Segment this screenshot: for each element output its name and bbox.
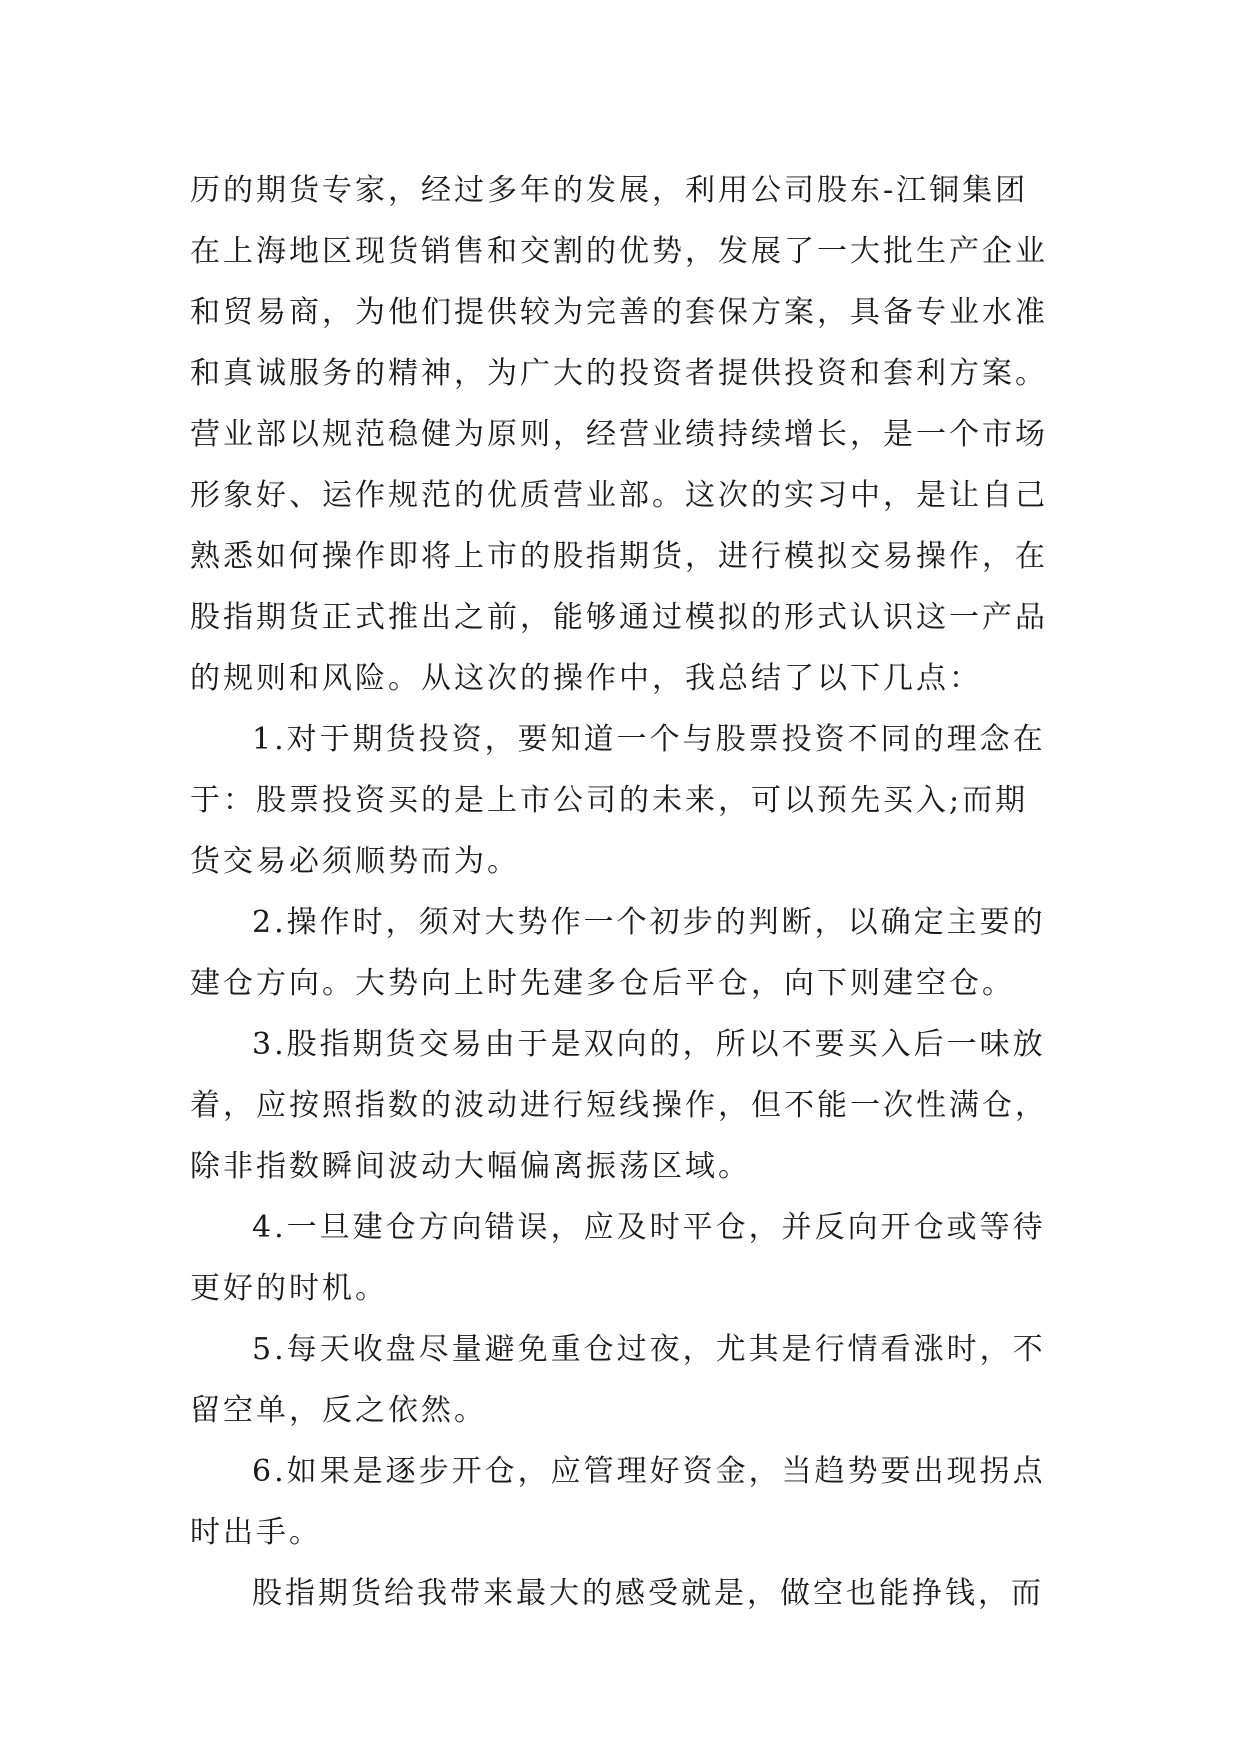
text-line: 5.每天收盘尽量避免重仓过夜，尤其是行情看涨时，不 [252, 1332, 1046, 1367]
text-line: 时出手。 [190, 1515, 322, 1550]
text-line: 建仓方向。大势向上时先建多仓后平仓，向下则建空仓。 [190, 966, 1015, 1001]
text-line: 股指期货正式推出之前，能够通过模拟的形式认识这一产品 [190, 600, 1048, 635]
text-line: 和真诚服务的精神，为广大的投资者提供投资和套利方案。 [190, 356, 1048, 391]
text-line: 留空单，反之依然。 [190, 1393, 487, 1428]
paragraph-point-3 [190, 1014, 1052, 1197]
text-line: 和贸易商，为他们提供较为完善的套保方案，具备专业水准 [190, 295, 1048, 330]
text-line: 着，应按照指数的波动进行短线操作，但不能一次性满仓， [190, 1088, 1048, 1123]
document-body [190, 160, 1052, 1624]
text-line: 历的期货专家，经过多年的发展，利用公司股东-江铜集团 [190, 173, 1029, 208]
text-line: 的规则和风险。从这次的操作中，我总结了以下几点： [190, 661, 982, 696]
text-line: 1.对于期货投资，要知道一个与股票投资不同的理念在 [252, 722, 1046, 757]
text-line: 6.如果是逐步开仓，应管理好资金，当趋势要出现拐点 [252, 1454, 1046, 1489]
text-line: 熟悉如何操作即将上市的股指期货，进行模拟交易操作，在 [190, 539, 1048, 574]
text-line: 2.操作时，须对大势作一个初步的判断，以确定主要的 [252, 905, 1046, 940]
paragraph-intro [190, 160, 1052, 709]
paragraph-point-6 [190, 1441, 1052, 1563]
paragraph-point-5 [190, 1319, 1052, 1441]
text-line: 在上海地区现货销售和交割的优势，发展了一大批生产企业 [190, 234, 1048, 269]
paragraph-point-1 [190, 709, 1052, 892]
text-line: 除非指数瞬间波动大幅偏离振荡区域。 [190, 1149, 751, 1184]
text-line: 于：股票投资买的是上市公司的未来，可以预先买入;而期 [190, 783, 1029, 818]
text-line: 营业部以规范稳健为原则，经营业绩持续增长，是一个市场 [190, 417, 1048, 452]
text-line: 4.一旦建仓方向错误，应及时平仓，并反向开仓或等待 [252, 1210, 1046, 1245]
paragraph-point-4 [190, 1197, 1052, 1319]
text-line: 货交易必须顺势而为。 [190, 844, 520, 879]
paragraph-point-2 [190, 892, 1052, 1014]
text-line: 股指期货给我带来最大的感受就是，做空也能挣钱，而 [252, 1576, 1044, 1611]
text-line: 3.股指期货交易由于是双向的，所以不要买入后一味放 [252, 1027, 1046, 1062]
paragraph-closing [190, 1563, 1052, 1624]
text-line: 更好的时机。 [190, 1271, 388, 1306]
text-line: 形象好、运作规范的优质营业部。这次的实习中，是让自己 [190, 478, 1048, 513]
